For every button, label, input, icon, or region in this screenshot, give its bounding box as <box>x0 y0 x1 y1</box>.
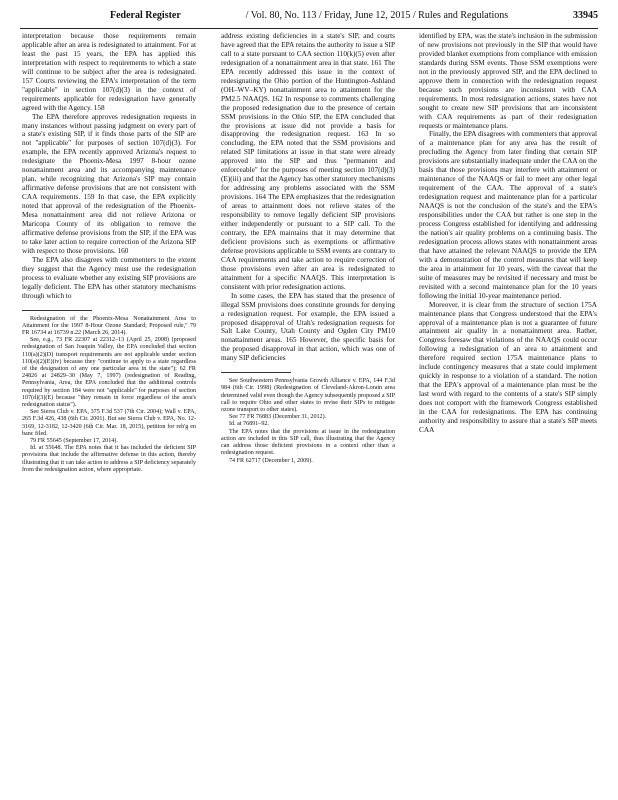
paragraph: interpretation because those requirements remain applicable after an area is redesignated to attainment. For at least the past 15 years, the EPA has applied this interpretation with respect to requirements to which a state will continue to be subject after the area is redesignated. 157 Courts reviewing the EPA's interpretation of the term "applicable" in section 107(d)(3) in the context of requirements applicable for redesignation have generally agreed with the Agency. 158 <box>22 32 196 112</box>
footnotes <box>22 316 196 474</box>
footnote: Redesignation of the Phoenix-Mesa Nonattainment Area to Attainment for the 1997 8-Hour Ozone Standard; Proposed rule," 79 FR 16734 at 16739 n.22 (March 26, 2014). <box>22 315 196 336</box>
footnote: Id. at 55648. The EPA notes that it has included the deficient SIP provisions that include the affirmative defense in this action, thereby illustrating that it can take action to address a SIP deficiency separately from the redesignation action, where appropriate. <box>22 445 196 473</box>
paragraph: identified by EPA, was the state's inclusion in the submission of new provisions not previously in the SIP that would have provided blanket exemptions from compliance with emission standards during SSM events. Those SSM exemptions were not in the previously approved SIP, and the EPA declined to approve them in connection with the redesignation request because such provisions are inconsistent with CAA requirements. In most redesignation actions, states have not sought to create new SIP provisions that are inconsistent with CAA requirements as part of their redesignation requests or maintenance plans. <box>419 32 597 130</box>
footnotes <box>221 378 395 464</box>
footnote: Id. at 76891–92. <box>229 421 269 428</box>
page-number: 33945 <box>573 10 598 21</box>
footnote: 79 FR 55645 (September 17, 2014). <box>30 438 118 445</box>
footnote: See 77 FR 76883 (December 31, 2012). <box>229 414 327 421</box>
publication-name: Federal Register <box>110 10 181 21</box>
paragraph: The EPA therefore approves redesignation requests in many instances without passing judgment on every part of a state's existing SIP, if it finds those parts of the SIP are not "applicable" for purposes of section 107(d)(3). For example, the EPA recently approved Arizona's request to redesignate the Phoenix-Mesa 1997 8-hour ozone nonattainment area and its accompanying maintenance plan, while recognizing that Arizona's SIP may contain affirmative defense provisions that are not consistent with CAA requirements. 159 In that case, the EPA explicitly noted that approval of the redesignation of the Phoenix-Mesa nonattainment area did not relieve Arizona or Maricopa County of its obligation to remove the affirmative defense provisions from the SIP, if the EPA was to take later action to require correction of the Arizona SIP with respect to those provisions. 160 <box>22 112 196 255</box>
text-column-1 <box>22 32 196 784</box>
footnote: See Sierra Club v. EPA, 375 F.3d 537 (7th Cir. 2004); Wall v. EPA, 265 F.3d 426, 438 (6th Cir. 2001). But see Sierra Club v. EPA, No. 12-3169, 12-3182, 12-3420 (6th Cir. Mar. 18, 2015), petition for reh'g en banc filed. <box>22 409 196 437</box>
footnote: See Southwestern Pennsylvania Growth Alliance v. EPA, 144 F.3d 984 (6th Cir. 1998) (Redesignation of Cleveland-Akron-Lorain area determined valid even though the Agency subsequently proposed a SIP call to require Ohio and other states to revise their SIPs to mitigate ozone transport to other states). <box>221 378 395 414</box>
text-column-3 <box>419 32 597 784</box>
paragraph: address existing deficiencies in a state's SIP, and courts have agreed that the EPA retains the authority to issue a SIP call to a state pursuant to CAA section 110(k)(5) even after redesignation of a nonattainment area in that state. 161 The EPA recently addressed this issue in the context of redesignating the Ohio portion of the Huntington-Ashland (OH–WV–KY) nonattainment area to attainment for the PM2.5 NAAQS. 162 In response to comments challenging the proposed redesignation due to the presence of certain SSM provisions in the Ohio SIP, the EPA concluded that the provisions at issue did not provide a basis for disapproving the redesignation request. 163 In so concluding, the EPA noted that the SSM provisions and related SIP limitations at issue in that state were already approved into the SIP and thus "permanent and enforceable" for the purposes of meeting section 107(d)(3)(E)(iii) and that the Agency has other statutory mechanisms for addressing any problems associated with the SSM provisions. 164 The EPA emphasizes that the redesignation of areas to attainment does not relieve states of the responsibility to remove legally deficient SIP provisions either independently or pursuant to a SIP call. To the contrary, the EPA maintains that it may determine that deficient provisions such as exemptions or affirmative defense provisions applicable to SSM events are contrary to CAA requirements and take action to require correction of those provisions even after an area is redesignated to attainment for a specific NAAQS. This interpretation is consistent with prior redesignation actions. <box>221 32 395 291</box>
page-header <box>20 10 598 29</box>
footnote-divider <box>221 372 291 373</box>
paragraph: The EPA also disagrees with commenters to the extent they suggest that the Agency must use the redesignation process to evaluate whether any existing SIP provisions are legally deficient. The EPA has other statutory mechanisms through which to <box>22 255 196 300</box>
footnote: The EPA notes that the provisions at issue in the redesignation action are included in this SIP call, thus illustrating that the Agency can address those deficient provisions in a context other than a redesignation request. <box>221 428 395 457</box>
paragraph: Finally, the EPA disagrees with commenters that approval of a maintenance plan for any area has the result of precluding the Agency from later finding that certain SIP provisions are substantially inadequate under the CAA on the basis that those provisions may interfere with attainment or maintenance of the NAAQS or fail to meet any other legal requirement of the CAA. The approval of a state's redesignation request and maintenance plan for a particular NAAQS is not the conclusion of the state's and the EPA's responsibilities under the CAA but rather is one step in the process Congress established for identifying and addressing the nation's air quality problems on a continuing basis. The redesignation process allows states with nonattainment areas that have attained the relevant NAAQS to provide the EPA with a demonstration of the control measures that will keep the area in attainment for 10 years, with the caveat that the suite of measures may be revisited if necessary and must be revisited with a second maintenance plan for the 10 years following the initial 10-year maintenance period. <box>419 130 597 300</box>
footnote: 74 FR 62717 (December 1, 2009). <box>229 457 313 464</box>
footnote: See, e.g., 73 FR 22307 at 22312–13 (April 25, 2008) (proposed redesignation of San Joaquin Valley, the EPA concluded that section 110(a)(2)(D) transport requirements are not applicable under section 110(a)(2)(E)(iv) because they "continue to apply to a state regardless of the designation of any one particular area in the state"); 62 FR 24826 at 24829–30 (May 7, 1997) (redesignation of Reading, Pennsylvania, Area, the EPA concluded that the additional controls required by section 184 were not "applicable" for purposes of section 107(d)(3)(E) because "they remain in force regardless of the area's redesignation status"). <box>22 337 196 409</box>
issue-info: / Vol. 80, No. 113 / Friday, June 12, 2015 / Rules and Regulations <box>245 10 509 21</box>
text-column-2 <box>221 32 395 784</box>
footnote-divider <box>22 310 92 311</box>
paragraph: Moreover, it is clear from the structure of section 175A maintenance plans that Congress understood that the EPA's approval of a maintenance plan is not a guarantee of future attainment air quality in a nonattainment area. Rather, Congress foresaw that violations of the NAAQS could occur following a redesignation of an area to attainment and therefore required section 175A maintenance plans to include contingency measures that a state could implement quickly in response to a violation of a standard. The notion that the EPA's approval of a maintenance plan must be the last word with regard to the contents of a state's SIP simply does not comport with the framework Congress established in the CAA for redesignations. The EPA has continuing authority and responsibility to assure that a state's SIP meets CAA <box>419 300 597 434</box>
paragraph: In some cases, the EPA has stated that the presence of illegal SSM provisions does constitute grounds for denying a redesignation request. For example, the EPA issued a proposed disapproval of Utah's redesignation requests for Salt Lake County, Utah County and Ogden City PM10 nonattainment areas. 165 However, the specific basis for the proposed disapproval in that action, which was one of many SIP deficiencies <box>221 291 395 363</box>
